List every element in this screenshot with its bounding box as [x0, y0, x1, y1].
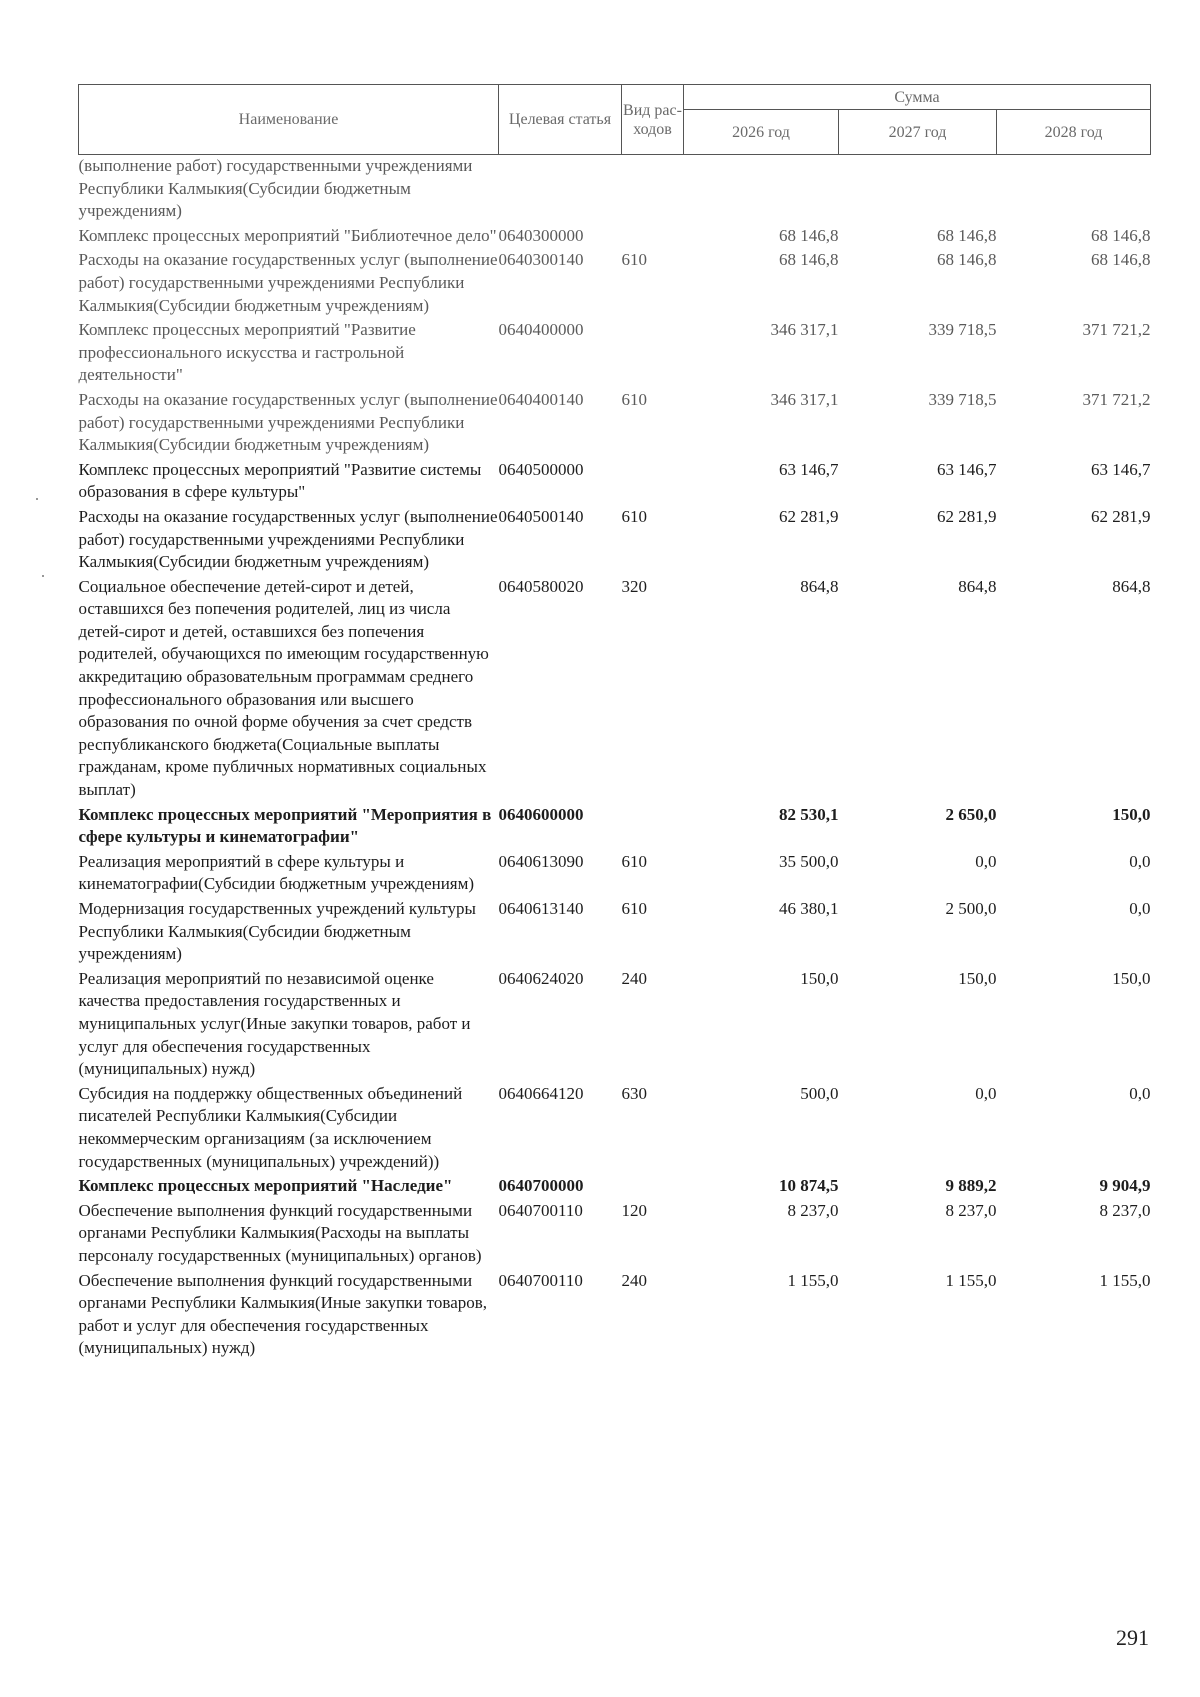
row-article: 0640400000 — [498, 320, 584, 340]
header-year-2026: 2026 год — [684, 110, 839, 155]
row-expense-type — [622, 223, 684, 248]
row-article: 0640600000 — [498, 804, 584, 824]
row-article: 0640500140 — [498, 506, 584, 526]
row-article: 0640664120 — [498, 1083, 584, 1103]
budget-table — [78, 84, 1151, 1360]
row-sum-2026: 68 146,8 — [779, 225, 839, 245]
row-name: Модернизация государственных учреждений культуры Республики Калмыкия(Субсидии бюджетным учреждениям) — [78, 899, 476, 964]
row-sum-2026: 346 317,1 — [770, 389, 839, 409]
row-sum-2026: 150,0 — [800, 968, 839, 988]
row-name: Комплекс процессных мероприятий "Развитие профессионального искусства и гастрольной деятельности" — [78, 320, 416, 385]
row-sum-2026: 346 317,1 — [770, 320, 839, 340]
row-article: 0640613090 — [498, 851, 584, 871]
table-header — [79, 85, 1151, 155]
header-sum: Сумма — [684, 85, 1151, 110]
header-year-2028: 2028 год — [997, 110, 1151, 155]
row-sum-2028: 68 146,8 — [1091, 225, 1151, 245]
row-name: Расходы на оказание государственных услуг (выполнение работ) государственными учреждениями Республики Калмыкия(Субсидии бюджетным учреждениям) — [78, 389, 498, 455]
table-row — [79, 1081, 1151, 1173]
row-sum-2027: 2 500,0 — [945, 899, 997, 918]
row-expense-type: 610 — [621, 506, 647, 526]
row-sum-2026: 864,8 — [800, 576, 839, 596]
table-row — [79, 802, 1151, 849]
row-expense-type: 320 — [621, 576, 647, 596]
row-article: 0640613140 — [498, 899, 584, 918]
row-sum-2027: 68 146,8 — [937, 225, 997, 245]
row-sum-2026: 8 237,0 — [787, 1200, 839, 1220]
row-sum-2026: 1 155,0 — [787, 1270, 839, 1290]
table-row — [79, 317, 1151, 387]
row-name: Комплекс процессных мероприятий "Развитие системы образования в сфере культуры" — [78, 459, 482, 502]
row-expense-type — [622, 317, 684, 387]
table-row — [79, 966, 1151, 1081]
row-expense-type: 240 — [621, 1270, 647, 1290]
row-name: Расходы на оказание государственных услуг (выполнение работ) государственными учреждениями Республики Калмыкия(Субсидии бюджетным учреждениям) — [78, 506, 498, 572]
table-row — [79, 574, 1151, 802]
row-sum-2026: 500,0 — [800, 1083, 839, 1103]
row-name: Обеспечение выполнения функций государственными органами Республики Калмыкия(Расходы на выплаты персоналу государственных (муниципальных) органов) — [78, 1200, 482, 1265]
row-sum-2028 — [997, 155, 1151, 223]
table-row — [79, 387, 1151, 457]
row-name: Расходы на оказание государственных услуг (выполнение работ) государственными учреждениями Республики Калмыкия(Субсидии бюджетным учреждениям) — [78, 250, 498, 315]
row-sum-2027: 0,0 — [975, 1083, 997, 1103]
row-sum-2026: 35 500,0 — [779, 851, 839, 871]
row-sum-2026: 10 874,5 — [779, 1176, 839, 1196]
table-row — [79, 1173, 1151, 1198]
row-sum-2028: 0,0 — [1129, 851, 1151, 871]
table-row — [79, 849, 1151, 896]
row-name: Субсидия на поддержку общественных объединений писателей Республики Калмыкия(Субсидии некоммерческим организациям (за исключением государственных (муниципальных) учреждений)) — [78, 1083, 463, 1171]
scan-speck — [42, 575, 44, 577]
table-row — [79, 504, 1151, 574]
row-sum-2027: 864,8 — [958, 576, 997, 596]
row-sum-2027: 8 237,0 — [945, 1200, 997, 1220]
row-article: 0640300140 — [498, 250, 584, 270]
row-name: Комплекс процессных мероприятий "Мероприятия в сфере культуры и кинематографии" — [78, 804, 492, 847]
row-expense-type — [622, 457, 684, 504]
row-sum-2027: 339 718,5 — [928, 389, 997, 409]
row-article: 0640624020 — [498, 968, 584, 988]
row-expense-type: 610 — [621, 899, 647, 918]
table-row — [79, 457, 1151, 504]
row-name: Обеспечение выполнения функций государственными органами Республики Калмыкия(Иные закупки товаров, работ и услуг для обеспечения государственных (муниципальных) нужд) — [78, 1270, 488, 1358]
row-sum-2028: 150,0 — [1112, 968, 1151, 988]
header-expense-type: Вид рас- ходов — [622, 85, 684, 155]
row-sum-2027: 68 146,8 — [937, 250, 997, 270]
table-row — [79, 1198, 1151, 1268]
row-expense-type: 120 — [621, 1200, 647, 1220]
row-sum-2028: 8 237,0 — [1099, 1200, 1151, 1220]
row-sum-2028: 150,0 — [1112, 804, 1151, 824]
page-number: 291 — [1116, 1625, 1149, 1650]
row-sum-2027: 1 155,0 — [945, 1270, 997, 1290]
row-sum-2028: 63 146,7 — [1091, 459, 1151, 479]
row-name: (выполнение работ) государственными учреждениями Республики Калмыкия(Субсидии бюджетным учреждениям) — [78, 156, 473, 221]
row-sum-2026: 46 380,1 — [779, 899, 839, 918]
row-sum-2026: 63 146,7 — [779, 459, 839, 479]
row-sum-2027: 150,0 — [958, 968, 997, 988]
row-sum-2027: 2 650,0 — [945, 804, 997, 824]
header-year-2027: 2027 год — [839, 110, 997, 155]
row-expense-type — [622, 155, 684, 223]
row-sum-2027: 0,0 — [975, 851, 997, 871]
header-article: Целевая статья — [499, 85, 622, 155]
row-name: Комплекс процессных мероприятий "Наследие" — [78, 1176, 453, 1196]
row-sum-2027: 62 281,9 — [937, 506, 997, 526]
row-expense-type: 610 — [621, 250, 647, 270]
table-row — [79, 155, 1151, 223]
table-row — [79, 223, 1151, 248]
row-name: Комплекс процессных мероприятий "Библиотечное дело" — [78, 225, 497, 245]
row-sum-2027: 9 889,2 — [945, 1176, 997, 1196]
row-name: Реализация мероприятий в сфере культуры и кинематографии(Субсидии бюджетным учреждениям) — [78, 851, 475, 894]
table-row — [79, 1268, 1151, 1360]
row-expense-type: 610 — [621, 851, 647, 871]
row-sum-2026 — [684, 155, 839, 223]
row-sum-2027: 339 718,5 — [928, 320, 997, 340]
row-article: 0640700110 — [498, 1270, 583, 1290]
row-article: 0640500000 — [498, 459, 584, 479]
row-article: 0640300000 — [498, 225, 584, 245]
row-sum-2028: 68 146,8 — [1091, 250, 1151, 270]
row-expense-type: 610 — [621, 389, 647, 409]
row-name: Реализация мероприятий по независимой оценке качества предоставления государственных и муниципальных услуг(Иные закупки товаров, работ и услуг для обеспечения государственных (муниципальных) нужд) — [78, 968, 471, 1079]
row-sum-2028: 864,8 — [1112, 576, 1151, 596]
row-expense-type: 240 — [621, 968, 647, 988]
row-sum-2027 — [839, 155, 997, 223]
table-body — [79, 155, 1151, 1360]
scan-speck — [36, 498, 38, 500]
table-row — [79, 247, 1151, 317]
row-article — [499, 155, 622, 223]
row-article: 0640400140 — [498, 389, 584, 409]
row-expense-type: 630 — [621, 1083, 647, 1103]
row-sum-2026: 62 281,9 — [779, 506, 839, 526]
row-expense-type — [622, 1173, 684, 1198]
row-sum-2028: 0,0 — [1129, 1083, 1151, 1103]
row-article: 0640700000 — [498, 1176, 584, 1196]
header-name: Наименование — [79, 85, 499, 155]
row-expense-type — [622, 802, 684, 849]
row-sum-2028: 371 721,2 — [1082, 320, 1151, 340]
row-sum-2028: 1 155,0 — [1099, 1270, 1151, 1290]
row-sum-2026: 68 146,8 — [779, 250, 839, 270]
row-sum-2027: 63 146,7 — [937, 459, 997, 479]
row-name: Социальное обеспечение детей-сирот и детей, оставшихся без попечения родителей, лиц из числа детей-сирот и детей, оставшихся без попечения родителей, обучающихся по имеющим государственную аккредитацию образовательным программам среднего профессионального образования или высшего образования по очной форме обучения за счет средств республиканского бюджета(Социальные выплаты гражданам, кроме публичных нормативных социальных выплат) — [78, 576, 489, 800]
row-sum-2028: 0,0 — [1129, 899, 1151, 918]
row-sum-2028: 371 721,2 — [1082, 389, 1151, 409]
row-article: 0640700110 — [498, 1200, 583, 1220]
row-sum-2028: 62 281,9 — [1091, 506, 1151, 526]
row-sum-2026: 82 530,1 — [779, 804, 839, 824]
row-sum-2028: 9 904,9 — [1099, 1176, 1151, 1196]
row-article: 0640580020 — [498, 576, 584, 596]
table-row — [79, 896, 1151, 966]
